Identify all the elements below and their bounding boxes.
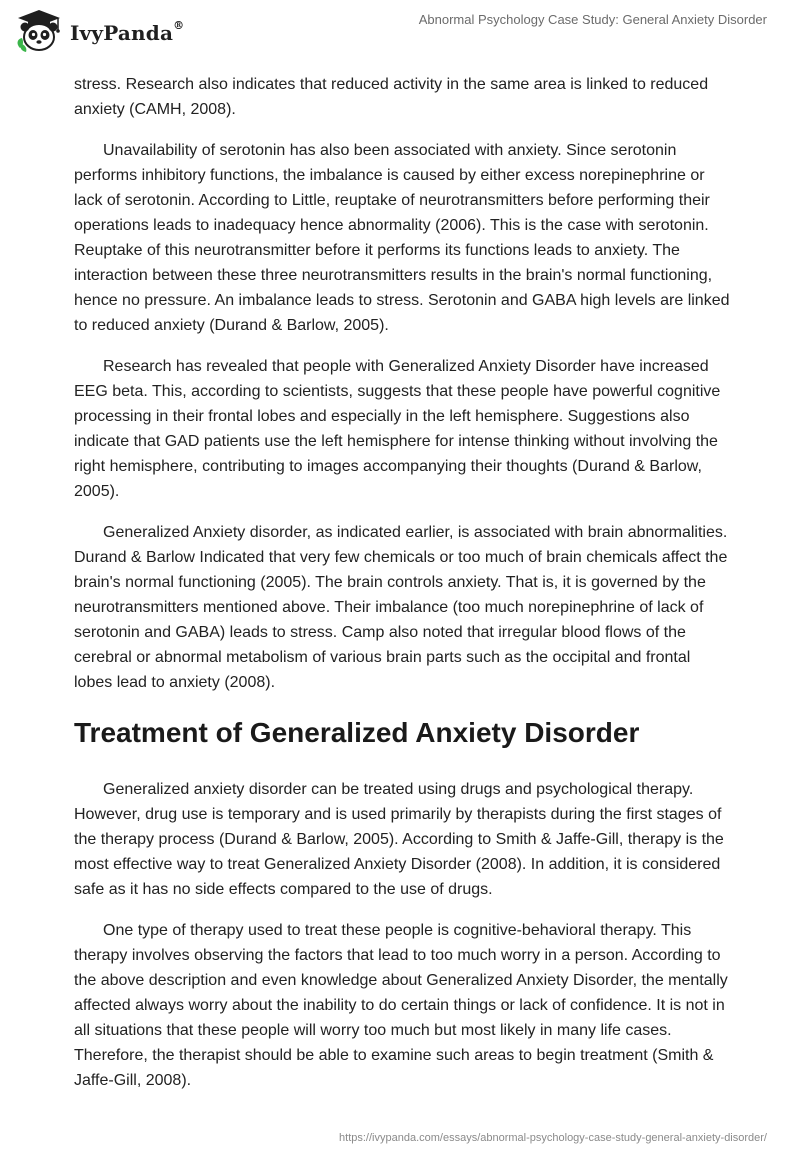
paragraph-continuation: stress. Research also indicates that reduced activity in the same area is linked to reduced anxiety (CAMH, 2008). [74, 76, 709, 118]
page-header [0, 0, 800, 70]
paragraph-eeg-beta: Research has revealed that people with Generalized Anxiety Disorder have increased EEG beta. This, according to scientists, suggests that these people have powerful cognitive processing in their frontal lobes and especially in the left hemisphere. Suggestions also indicate that GAD patients use the left hemisphere for intense thinking without involving the right hemisphere, contributing to images accompanying their thoughts (Durand & Barlow, 2005). [74, 358, 721, 500]
paragraph-cbt: One type of therapy used to treat these people is cognitive-behavioral therapy. This therapy involves observing the factors that lead to too much worry in a person. According to the above description and even knowledge about Generalized Anxiety Disorder, the mentally affected always worry about the inability to do certain things or lack of confidence. It is not in all situations that these people will worry too much but most likely in many life cases. Therefore, the therapist should be able to examine such areas to begin treatment (Smith & Jaffe-Gill, 2008). [74, 922, 728, 1089]
ivypanda-logo[interactable] [14, 8, 184, 54]
brand-name: IvyPanda® [70, 19, 185, 45]
paragraph-brain-abnormalities: Generalized Anxiety disorder, as indicated earlier, is associated with brain abnormalities. Durand & Barlow Indicated that very few chemicals or too much of brain chemicals affect the brain's normal functioning (2005). The brain controls anxiety. That is, it is governed by the neurotransmitters mentioned above. Their imbalance (too much norepinephrine of lack of serotonin and GABA) leads to stress. Camp also noted that irregular blood flows of the cerebral or abnormal metabolism of various brain parts such as the occipital and frontal lobes lead to anxiety (2008). [74, 524, 728, 691]
source-url[interactable]: https://ivypanda.com/essays/abnormal-psychology-case-study-general-anxiety-disorder/ [339, 1132, 767, 1144]
essay-body [74, 72, 730, 1109]
panda-graduate-icon [14, 8, 64, 54]
section-heading-treatment: Treatment of Generalized Anxiety Disorder [74, 717, 640, 748]
document-title: Abnormal Psychology Case Study: General Anxiety Disorder [418, 12, 767, 27]
paragraph-serotonin: Unavailability of serotonin has also been associated with anxiety. Since serotonin performs inhibitory functions, the imbalance is caused by either excess norepinephrine or lack of serotonin. According to Little, reuptake of neurotransmitters before performing their operations leads to inadequacy hence abnormality (2006). This is the case with serotonin. Reuptake of this neurotransmitter before it performs its functions leads to anxiety. The interaction between these three neurotransmitters results in the brain's normal functioning, hence no pressure. An imbalance leads to stress. Serotonin and GABA high levels are linked to reduced anxiety (Durand & Barlow, 2005). [74, 142, 730, 334]
paragraph-treatment-drugs: Generalized anxiety disorder can be treated using drugs and psychological therapy. However, drug use is temporary and is used primarily by therapists during the first stages of the therapy process (Durand & Barlow, 2005). According to Smith & Jaffe-Gill, therapy is the most effective way to treat Generalized Anxiety Disorder (2008). In addition, it is considered safe as it has no side effects compared to the use of drugs. [74, 781, 724, 898]
